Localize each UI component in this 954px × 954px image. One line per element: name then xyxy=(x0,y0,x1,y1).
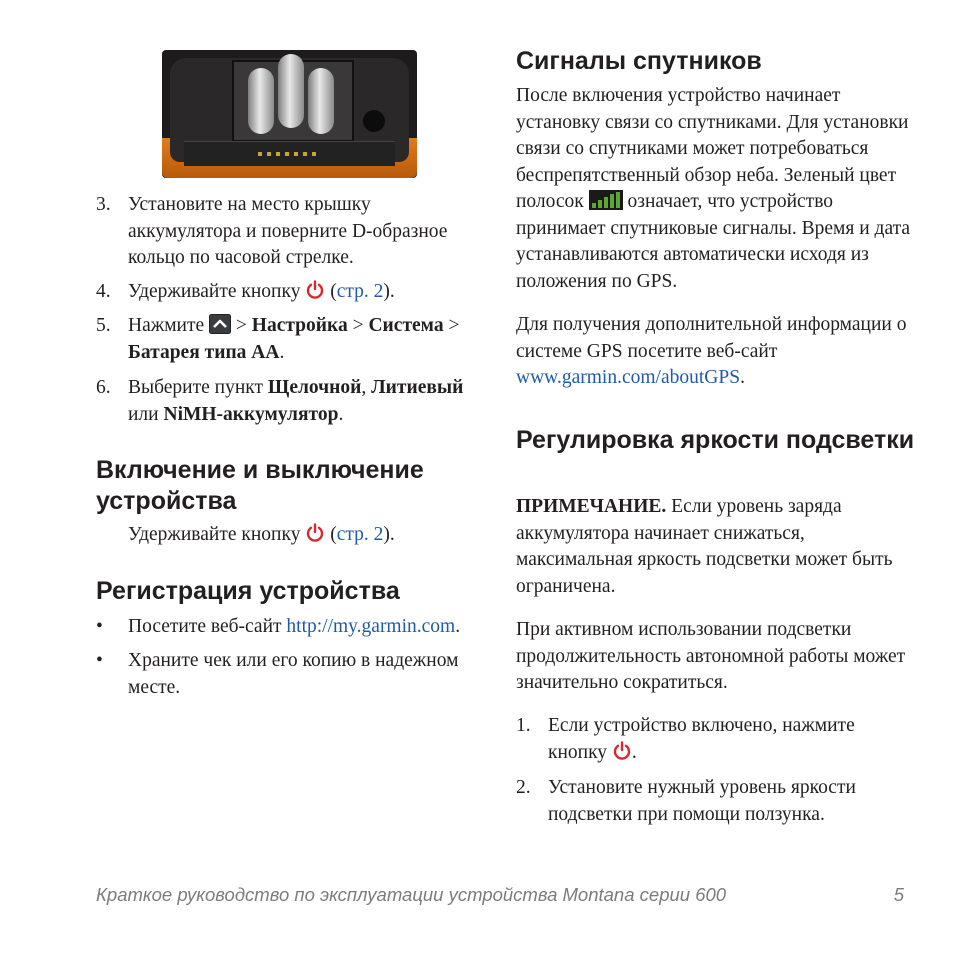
backlight-step-1: 1. Если устройство включено, нажмите кнопку . xyxy=(516,715,855,763)
gps-info-paragraph: Для получения дополнительной информации о системе GPS посетите веб-сайт www.garmin.com/aboutGPS. xyxy=(516,314,907,388)
satellite-paragraph: После включения устройство начинает установку связи со спутниками. Для установки связи со спутниками может потребоваться беспрепятственный обзор неба. Зеленый цвет полосок означает, что устройство принимает спутниковые сигналы. Время и дата устанавливаются автоматически исходя из положения по GPS. xyxy=(516,85,911,292)
step-3: 3. Установите на место крышку аккумулятора и поверните D-образное кольцо по часовой стрелке. xyxy=(96,194,448,268)
step-6: 6. Выберите пункт Щелочной, Литиевый или NiMH-аккумулятор. xyxy=(96,377,464,425)
battery-compartment-photo xyxy=(162,50,417,178)
power-icon xyxy=(305,280,325,300)
backlight-step-2: 2. Установите нужный уровень яркости подсветки при помощи ползунка. xyxy=(516,777,856,825)
step-4: 4. Удерживайте кнопку (стр. 2). xyxy=(96,281,395,302)
step-5: 5. Нажмите > Настройка > Система > Батарея типа АА. xyxy=(96,315,460,363)
page-number: 5 xyxy=(893,884,904,905)
up-arrow-icon xyxy=(209,314,231,334)
signal-bars-icon xyxy=(589,190,623,210)
heading-register-device: Регистрация устройства xyxy=(96,577,400,605)
footer-title: Краткое руководство по эксплуатации устройства Montana серии 600 xyxy=(96,884,727,905)
page-link[interactable]: стр. 2 xyxy=(336,524,384,545)
power-icon xyxy=(305,523,325,543)
heading-power-on-off: Включение и выключение устройства xyxy=(96,456,424,515)
list-item: • Посетите веб-сайт http://my.garmin.com. xyxy=(96,616,461,637)
list-item: • Храните чек или его копию в надежном месте. xyxy=(96,650,459,698)
garmin-register-link[interactable]: http://my.garmin.com xyxy=(286,616,456,637)
power-icon xyxy=(612,741,632,761)
garmin-gps-link[interactable]: www.garmin.com/aboutGPS xyxy=(516,367,741,388)
heading-backlight: Регулировка яркости подсветки xyxy=(516,426,915,454)
note-paragraph: ПРИМЕЧАНИЕ. Если уровень заряда аккумулятора начинает снижаться, максимальная яркость подсветки может быть ограничена. xyxy=(516,496,893,597)
heading-satellite-signals: Сигналы спутников xyxy=(516,47,762,75)
backlight-usage-paragraph: При активном использовании подсветки продолжительность автономной работы может значительно сократиться. xyxy=(516,619,906,693)
power-instruction: Удерживайте кнопку (стр. 2). xyxy=(128,524,395,545)
page-link[interactable]: стр. 2 xyxy=(336,281,384,302)
